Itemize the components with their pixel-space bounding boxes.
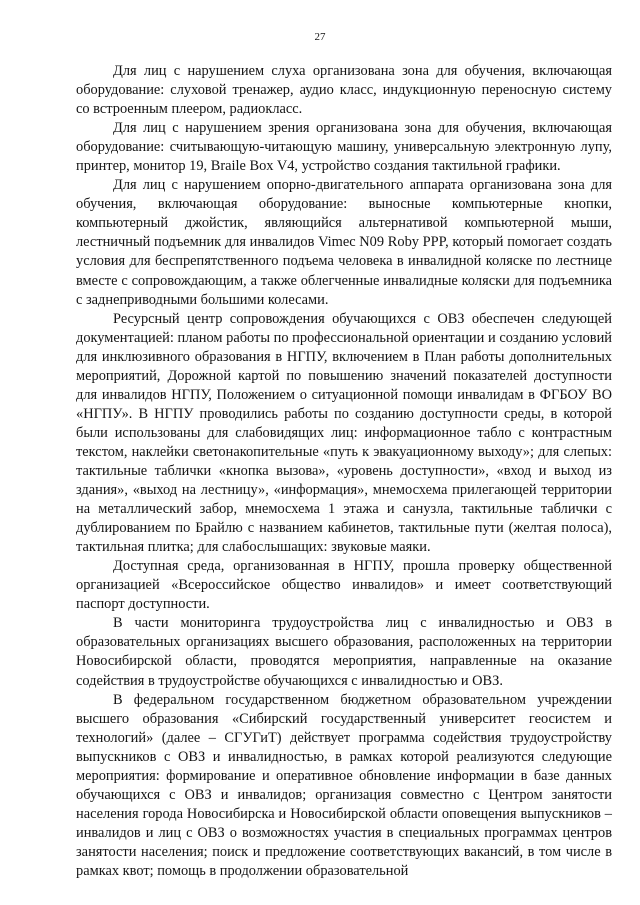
- document-body: [76, 62, 612, 881]
- paragraph-visually-impaired: Для лиц с нарушением зрения организована зона для обучения, включающая оборудование: считывающую-читающую машину, универсальную электронную лупу, принтер, монитор 19, Braile Box V4, устройство создания тактильной графики.: [76, 120, 612, 175]
- paragraph-hearing-impaired: Для лиц с нарушением слуха организована зона для обучения, включающая оборудование: слуховой тренажер, аудио класс, индукционную переносную систему со встроенным плеером, радиокласс.: [76, 63, 612, 118]
- paragraph-sgugit-program: В федеральном государственном бюджетном образовательном учреждении высшего образования «Сибирский государственный университет геосистем и технологий» (далее – СГУГиТ) действует программа содействия трудоустройству выпускников с ОВЗ и инвалидностью, в рамках которой реализуются следующие мероприятия: формирование и оперативное обновление информации в базе данных обучающихся с ОВЗ и инвалидов; организация совместно с Центром занятости населения города Новосибирска и Новосибирской области оповещения выпускников – инвалидов и лиц с ОВЗ о возможностях участия в специальных программах центров занятости населения; поиск и предложение соответствующих вакансий, в том числе в рамках квот; помощь в продолжении образовательной: [76, 691, 612, 879]
- page-number: 27: [314, 31, 326, 43]
- paragraph-accessibility-passport: Доступная среда, организованная в НГПУ, прошла проверку общественной организацией «Всероссийское общество инвалидов» и имеет соответствующий паспорт доступности.: [76, 558, 612, 613]
- paragraph-resource-center: Ресурсный центр сопровождения обучающихся с ОВЗ обеспечен следующей документацией: планом работы по профессиональной ориентации и созданию условий для инклюзивного образования в НГПУ, включением в План работы дополнительных мероприятий, Дорожной картой по повышению значений показателей доступности для инвалидов НГПУ, Положением о ситуационной помощи инвалидам в ФГБОУ ВО «НГПУ». В НГПУ проводились работы по созданию доступности среды, в которой были использованы для слабовидящих лиц: информационное табло с контрастным текстом, наклейки светонакопительные «путь к эвакуационному выходу»; для слепых: тактильные таблички «кнопка вызова», «уровень доступности», «вход и выход из здания», «выход на лестницу», «информация», мнемосхема прилегающей территории на металлический забор, мнемосхема 1 этажа и санузла, тактильные таблички с дублированием по Брайлю с названием кабинетов, тактильные пути (желтая полоса), тактильная плитка; для слабослышащих: звуковые маяки.: [76, 310, 612, 556]
- paragraph-employment-monitoring: В части мониторинга трудоустройства лиц с инвалидностью и ОВЗ в образовательных организациях высшего образования, расположенных на территории Новосибирской области, проводятся мероприятия, направленные на оказание содействия в трудоустройстве обучающихся с инвалидностью и ОВЗ.: [76, 615, 612, 689]
- paragraph-musculoskeletal: Для лиц с нарушением опорно-двигательного аппарата организована зона для обучения, включающая оборудование: выносные компьютерные кнопки, компьютерный джойстик, являющийся альтернативой компьютерной мыши, лестничный подъемник для инвалидов Vimec N09 Roby PPP, который помогает создать условия для беспрепятственного подъема человека в инвалидной коляске по лестнице вместе с сопровождающим, а также облегченные инвалидные коляски для подъемника с заднеприводными большими колесами.: [76, 177, 612, 308]
